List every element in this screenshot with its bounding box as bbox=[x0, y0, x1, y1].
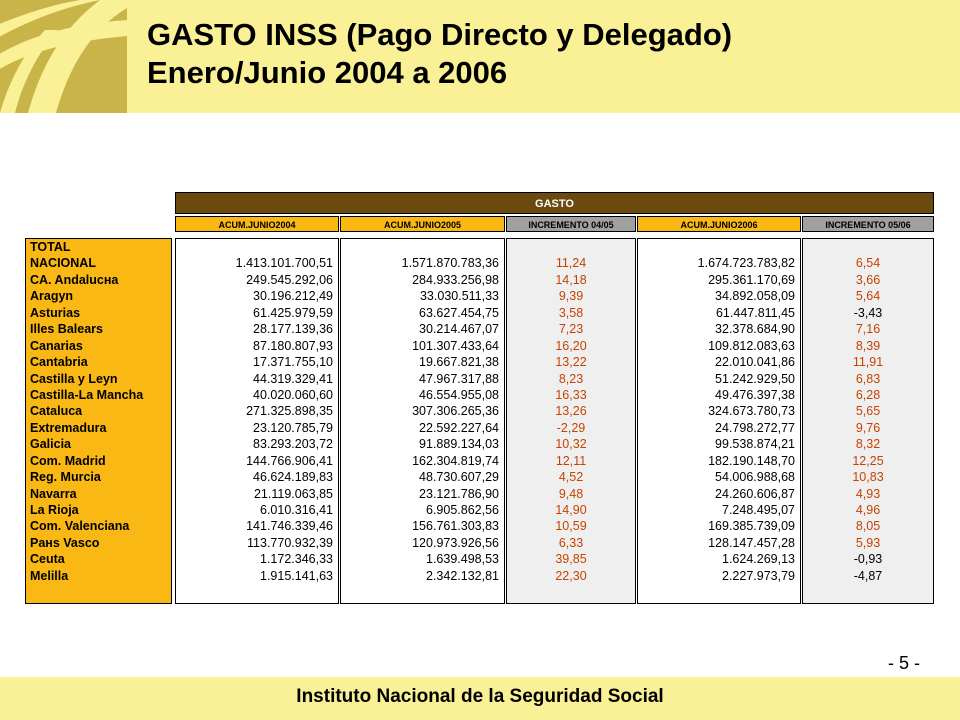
table-cell-inc0405 bbox=[507, 239, 635, 255]
table-cell-inc0405: 22,30 bbox=[555, 568, 587, 583]
table-cell-j2006: 1.674.723.783,82 bbox=[697, 256, 795, 271]
table-cell-j2005: 47.967.317,88 bbox=[419, 371, 499, 386]
table-cell-j2004: 1.915.141,63 bbox=[260, 568, 333, 583]
table-cell-inc0506: -4,87 bbox=[853, 568, 883, 583]
table-cell-j2004: 23.120.785,79 bbox=[253, 420, 333, 435]
region-label: Cantabria bbox=[30, 355, 88, 370]
table-cell-j2006: 61.447.811,45 bbox=[715, 305, 795, 320]
region-label: Melilla bbox=[30, 568, 69, 583]
table-cell-j2004: 30.196.212,49 bbox=[253, 289, 333, 304]
table-cell-inc0506: 4,93 bbox=[855, 486, 881, 501]
region-label: Navarra bbox=[30, 486, 77, 501]
table-cell-j2006: 295.361.170,69 bbox=[708, 272, 795, 287]
junio2005-column bbox=[340, 238, 505, 604]
table-cell-j2004: 40.020.060,60 bbox=[253, 387, 333, 402]
table-cell-j2005: 1.571.870.783,36 bbox=[401, 256, 499, 271]
table-cell-inc0405: 12,11 bbox=[555, 453, 587, 468]
table-cell-inc0506: -0,93 bbox=[853, 552, 883, 567]
table-cell-inc0506: 12,25 bbox=[852, 453, 884, 468]
table-cell-inc0405: 13,26 bbox=[555, 404, 587, 419]
table-cell-j2006: 109.812.083,63 bbox=[708, 338, 795, 353]
region-label: Asturias bbox=[30, 305, 81, 320]
table-cell-inc0405: 8,23 bbox=[558, 371, 584, 386]
table-cell-j2006: 32.378.684,90 bbox=[715, 322, 795, 337]
table-cell-j2005: 91.889.134,03 bbox=[419, 437, 499, 452]
table-cell-j2005: 46.554.955,08 bbox=[419, 387, 499, 402]
table-cell-j2005: 19.667.821,38 bbox=[419, 355, 499, 370]
table-cell-j2006: 49.476.397,38 bbox=[715, 387, 795, 402]
table-cell-j2005: 63.627.454,75 bbox=[419, 305, 499, 320]
table-cell-j2004: 83.293.203,72 bbox=[253, 437, 333, 452]
region-label: La Rioja bbox=[30, 503, 79, 517]
table-cell-j2006 bbox=[638, 239, 800, 255]
table-cell-j2004: 61.425.979,59 bbox=[253, 305, 333, 320]
col-header-incremento-0506: INCREMENTO 05/06 bbox=[802, 216, 934, 232]
table-cell-inc0405: 14,18 bbox=[555, 272, 587, 287]
table-cell-j2004: 21.119.063,85 bbox=[253, 486, 333, 501]
table-cell-inc0506: -3,43 bbox=[853, 305, 883, 320]
gasto-group-header: GASTO bbox=[175, 192, 934, 214]
table-cell-j2004: 87.180.807,93 bbox=[253, 338, 333, 353]
region-label: CA. Andalucнa bbox=[30, 272, 119, 287]
table-cell-j2004: 141.746.339,46 bbox=[246, 519, 333, 534]
page-title bbox=[147, 16, 732, 92]
incremento-0506-column bbox=[802, 238, 934, 604]
region-label: Extremadura bbox=[30, 420, 107, 435]
organization-name: Instituto Nacional de la Seguridad Social bbox=[296, 686, 664, 707]
table-cell-inc0506: 8,05 bbox=[855, 519, 881, 534]
table-cell-j2006: 99.538.874,21 bbox=[715, 437, 795, 452]
table-cell-j2006: 1.624.269,13 bbox=[722, 552, 795, 567]
table-cell-inc0506: 6,83 bbox=[855, 371, 881, 386]
table-cell-inc0506: 9,76 bbox=[855, 420, 881, 435]
junio2006-column bbox=[637, 238, 801, 604]
table-cell-inc0506: 6,28 bbox=[855, 387, 881, 402]
table-cell-inc0506: 5,93 bbox=[855, 535, 881, 550]
page-number: - 5 - bbox=[887, 653, 920, 673]
table-cell-inc0506: 8,39 bbox=[855, 338, 881, 353]
table-cell-j2006: 51.242.929,50 bbox=[715, 371, 795, 386]
table-cell-inc0405: 7,23 bbox=[558, 322, 584, 337]
region-label: Com. Valenciana bbox=[30, 519, 130, 534]
table-cell-j2005: 30.214.467,07 bbox=[419, 322, 499, 337]
table-cell-j2004: 17.371.755,10 bbox=[253, 355, 333, 370]
col-header-incremento-0405: INCREMENTO 04/05 bbox=[506, 216, 636, 232]
title-line-1: GASTO INSS (Pago Directo y Delegado) bbox=[147, 17, 733, 52]
table-cell-j2006: 2.227.973,79 bbox=[722, 568, 795, 583]
table-cell-j2005: 307.306.265,36 bbox=[412, 404, 499, 419]
table-cell-j2005: 101.307.433,64 bbox=[412, 338, 499, 353]
col-header-junio2005: ACUM.JUNIO2005 bbox=[340, 216, 505, 232]
table-cell-j2005: 120.973.926,56 bbox=[412, 535, 499, 550]
table-cell-inc0506: 7,16 bbox=[855, 322, 881, 337]
table-cell-inc0506: 4,96 bbox=[855, 503, 881, 517]
table-cell-j2005: 6.905.862,56 bbox=[426, 503, 499, 517]
region-label: Cataluсa bbox=[30, 404, 83, 419]
table-cell-j2005: 1.639.498,53 bbox=[426, 552, 499, 567]
table-cell-j2005: 156.761.303,83 bbox=[412, 519, 499, 534]
table-cell-inc0405: 9,39 bbox=[558, 289, 584, 304]
table-cell-inc0405: 14,90 bbox=[555, 503, 587, 517]
table-cell-inc0506: 10,83 bbox=[852, 470, 884, 485]
table-cell-j2006: 7.248.495,07 bbox=[722, 503, 795, 517]
table-cell-inc0405: 16,20 bbox=[555, 338, 587, 353]
region-label: Reg. Murcia bbox=[30, 470, 101, 485]
table-cell-inc0405: 3,58 bbox=[558, 305, 584, 320]
table-cell-inc0506: 5,65 bbox=[855, 404, 881, 419]
region-label: Ceuta bbox=[30, 552, 65, 567]
table-cell-j2004: 44.319.329,41 bbox=[253, 371, 333, 386]
col-header-junio2006: ACUM.JUNIO2006 bbox=[637, 216, 801, 232]
table-cell-j2005: 23.121.786,90 bbox=[419, 486, 499, 501]
col-header-junio2004: ACUM.JUNIO2004 bbox=[175, 216, 339, 232]
header-bar bbox=[0, 0, 960, 113]
table-cell-j2004: 271.325.898,35 bbox=[246, 404, 333, 419]
table-cell-inc0405: 11,24 bbox=[555, 256, 587, 271]
region-label: Canarias bbox=[30, 338, 83, 353]
table-cell-inc0405: 6,33 bbox=[558, 535, 584, 550]
table-cell-j2006: 54.006.988,68 bbox=[715, 470, 795, 485]
table-cell-j2004: 46.624.189,83 bbox=[253, 470, 333, 485]
table-cell-j2006: 182.190.148,70 bbox=[708, 453, 795, 468]
table-cell-j2004: 6.010.316,41 bbox=[260, 503, 333, 517]
table-cell-inc0506: 6,54 bbox=[855, 256, 881, 271]
region-label-column bbox=[25, 238, 172, 604]
table-cell-inc0405: -2,29 bbox=[556, 420, 586, 435]
table-cell-inc0506: 5,64 bbox=[855, 289, 881, 304]
table-cell-inc0405: 9,48 bbox=[558, 486, 584, 501]
table-cell-j2004: 1.172.346,33 bbox=[260, 552, 333, 567]
region-label: Illes Balears bbox=[30, 322, 103, 337]
table-cell-inc0405: 4,52 bbox=[558, 470, 584, 485]
region-label: Paнs Vasco bbox=[30, 535, 100, 550]
table-cell-inc0506: 3,66 bbox=[855, 272, 881, 287]
table-cell-j2004: 28.177.139,36 bbox=[253, 322, 333, 337]
table-cell-j2004: 1.413.101.700,51 bbox=[235, 256, 333, 271]
table-cell-inc0405: 10,59 bbox=[555, 519, 587, 534]
table-cell-j2005: 48.730.607,29 bbox=[419, 470, 499, 485]
table-cell-j2006: 169.385.739,09 bbox=[708, 519, 795, 534]
inss-logo bbox=[0, 0, 127, 113]
table-cell-j2004 bbox=[176, 239, 338, 255]
table-cell-j2006: 34.892.058,09 bbox=[715, 289, 795, 304]
table-cell-j2004: 144.766.906,41 bbox=[246, 453, 333, 468]
table-cell-j2005: 284.933.256,98 bbox=[412, 272, 499, 287]
region-label: Galicia bbox=[30, 437, 71, 452]
junio2004-column bbox=[175, 238, 339, 604]
table-cell-j2006: 128.147.457,28 bbox=[708, 535, 795, 550]
incremento-0405-column bbox=[506, 238, 636, 604]
table-cell-inc0506 bbox=[803, 239, 933, 255]
region-label: Aragуn bbox=[30, 289, 74, 304]
table-cell-j2005: 22.592.227,64 bbox=[419, 420, 499, 435]
table-cell-j2005: 33.030.511,33 bbox=[419, 289, 499, 304]
table-cell-inc0405: 10,32 bbox=[555, 437, 587, 452]
region-label: Castilla y Leуn bbox=[30, 371, 118, 386]
table-cell-j2004: 113.770.932,39 bbox=[247, 535, 333, 550]
table-cell-j2005: 162.304.819,74 bbox=[412, 453, 499, 468]
table-cell-j2005: 2.342.132,81 bbox=[426, 568, 499, 583]
table-cell-inc0405: 13,22 bbox=[555, 355, 587, 370]
region-label: NACIONAL bbox=[30, 256, 96, 271]
table-cell-inc0405: 39,85 bbox=[555, 552, 587, 567]
table-cell-j2006: 24.260.606,87 bbox=[715, 486, 795, 501]
table-cell-inc0506: 8,32 bbox=[855, 437, 881, 452]
region-label: Com. Madrid bbox=[30, 453, 106, 468]
table-cell-j2005 bbox=[341, 239, 504, 255]
region-label: TOTAL bbox=[30, 240, 71, 254]
table-cell-j2006: 22.010.041,86 bbox=[715, 355, 795, 370]
table-cell-j2006: 324.673.780,73 bbox=[708, 404, 795, 419]
table-cell-j2006: 24.798.272,77 bbox=[715, 420, 795, 435]
title-line-2: Enero/Junio 2004 a 2006 bbox=[147, 55, 508, 90]
table-cell-inc0405: 16,33 bbox=[555, 387, 587, 402]
table-cell-j2004: 249.545.292,06 bbox=[246, 272, 333, 287]
table-cell-inc0506: 11,91 bbox=[852, 355, 884, 370]
region-label: Castilla-La Mancha bbox=[30, 387, 144, 402]
